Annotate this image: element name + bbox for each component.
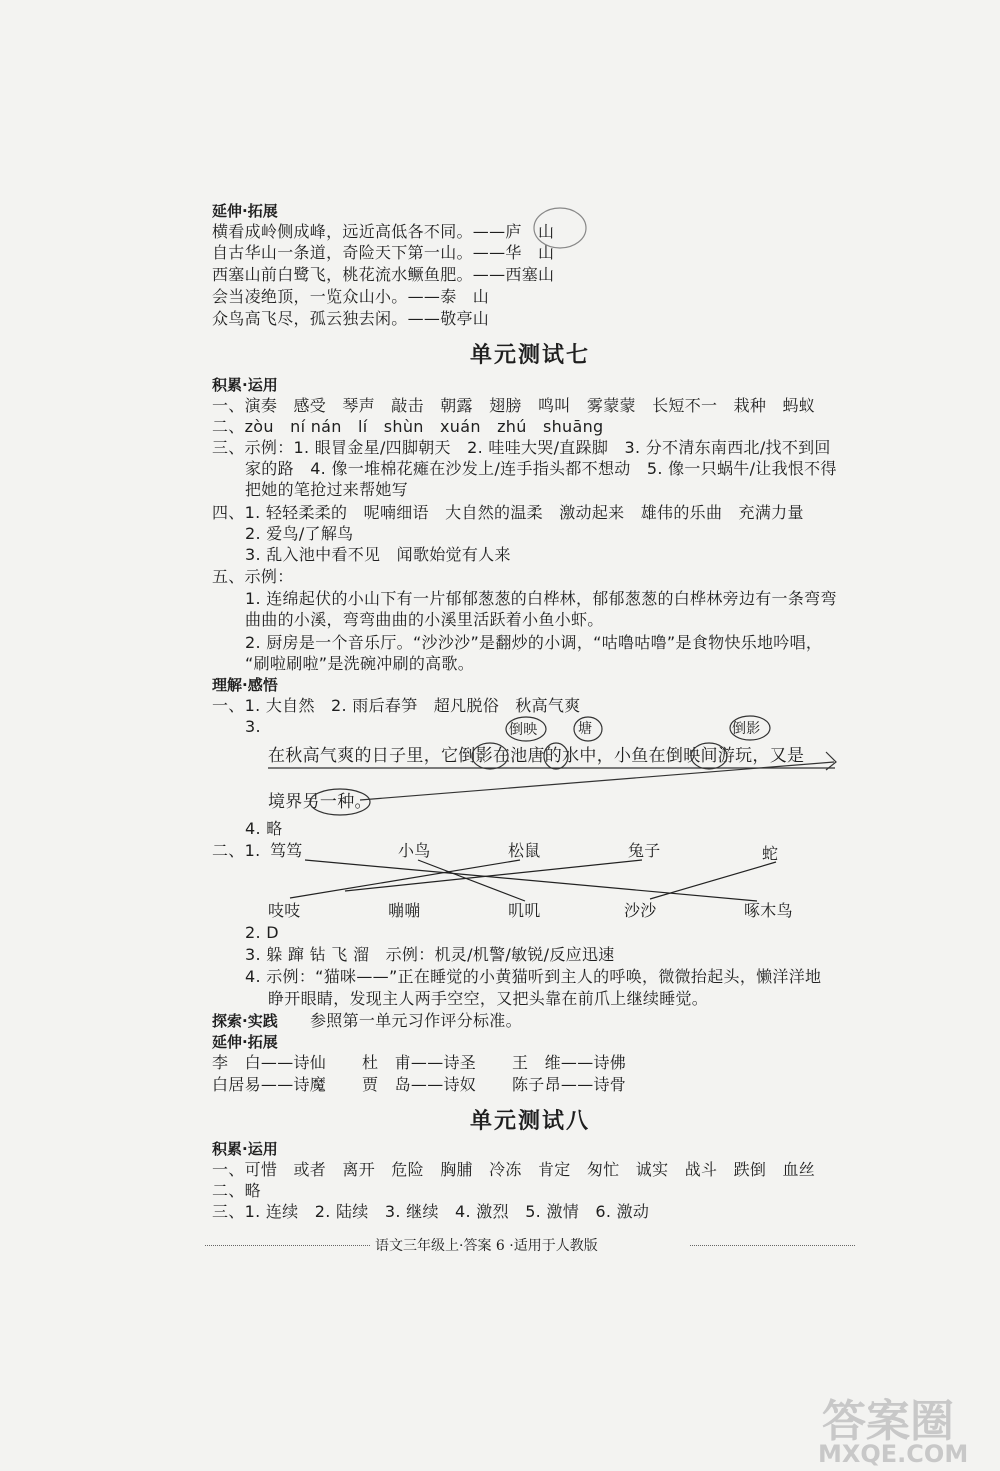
match-line <box>305 860 757 901</box>
poem-line: 横看成岭侧成峰，远近高低各不同。——庐 山 <box>212 222 555 241</box>
section-heading-accumulate: 积累·运用 <box>212 376 278 394</box>
section-heading-understand: 理解·感悟 <box>212 676 278 694</box>
section-heading-extension: 延伸·拓展 <box>212 202 278 220</box>
edit-sentence-1: 在秋高气爽的日子里，它倒影在池唐的水中，小鱼在倒映间游玩，又是 <box>268 746 805 766</box>
match-top-item: 笃笃 <box>270 841 303 860</box>
section-heading-accumulate-8: 积累·运用 <box>212 1140 278 1158</box>
poet-pair: 王 维——诗佛 <box>512 1053 627 1072</box>
edit-mark-1: 倒映 <box>509 722 538 738</box>
unit-title-7: 单元测试七 <box>470 343 591 368</box>
poem-line: 西塞山前白鹭飞，桃花流水鳜鱼肥。——西塞山 <box>212 265 555 284</box>
watermark-logo: 答案圈 <box>822 1396 954 1447</box>
answer-r2-label: 二、1. <box>212 841 261 860</box>
unit-title-8: 单元测试八 <box>470 1109 591 1134</box>
section-heading-extension-2: 延伸·拓展 <box>212 1033 278 1051</box>
answer-q4-3: 3. 乱入池中看不见 闻歌始觉有人来 <box>245 545 511 564</box>
match-bottom-item: 叽叽 <box>508 901 541 920</box>
edit-mark-3: 倒影 <box>732 721 761 737</box>
match-bottom-item: 吱吱 <box>268 901 301 920</box>
poet-pair: 贾 岛——诗奴 <box>362 1075 477 1094</box>
answer-q4: 四、1. 轻轻柔柔的 呢喃细语 大自然的温柔 激动起来 雄伟的乐曲 充满力量 <box>212 503 804 522</box>
answer-r2-3: 3. 躲 蹿 钻 飞 溜 示例：机灵/机警/敏锐/反应迅速 <box>245 945 615 964</box>
poet-pair: 杜 甫——诗圣 <box>362 1053 477 1072</box>
answer-r2-2: 2. D <box>245 923 279 942</box>
answer-q5: 五、示例： <box>212 567 294 586</box>
match-bottom-item: 啄木鸟 <box>744 901 793 920</box>
match-line <box>418 860 525 901</box>
answer-q2-pinyin: 二、zòu ní nán lí shùn xuán zhú shuāng <box>212 417 604 436</box>
section-heading-explore: 探索·实践 <box>212 1012 278 1030</box>
footer-rule-left <box>205 1245 370 1246</box>
answer-q3: 三、示例：1. 眼冒金星/四脚朝天 2. 哇哇大哭/直跺脚 3. 分不清东南西北/找不到回 <box>212 438 831 457</box>
match-top-item: 兔子 <box>628 841 661 860</box>
answer-q5-1: 1. 连绵起伏的小山下有一片郁郁葱葱的白桦林，郁郁葱葱的白桦林旁边有一条弯弯 <box>245 589 837 608</box>
match-line <box>290 860 520 898</box>
answer-r2-4: 4. 示例：“猫咪——”正在睡觉的小黄猫听到主人的呼唤，微微抬起头，懒洋洋地 <box>245 967 822 986</box>
match-line <box>650 862 776 899</box>
poem-line: 自古华山一条道，奇险天下第一山。——华 山 <box>212 243 555 262</box>
edit-mark-2: 塘 <box>578 721 593 737</box>
poet-pair: 李 白——诗仙 <box>212 1053 327 1072</box>
answer-u8-q3: 三、1. 连续 2. 陆续 3. 继续 4. 激烈 5. 激情 6. 激动 <box>212 1202 650 1221</box>
poet-pair: 白居易——诗魔 <box>212 1075 327 1094</box>
explore-text: 参照第一单元习作评分标准。 <box>310 1011 522 1030</box>
answer-q5-2-cont: “刷啦刷啦”是洗碗冲刷的高歌。 <box>245 654 475 673</box>
match-top-item: 小鸟 <box>398 841 431 860</box>
answer-q5-1-cont: 曲曲的小溪，弯弯曲曲的小溪里活跃着小鱼小虾。 <box>245 610 604 629</box>
answer-r1-4: 4. 略 <box>245 819 283 838</box>
page-footer: 语文三年级上·答案 6 ·适用于人教版 <box>375 1238 598 1254</box>
watermark-url: MXQE.COM <box>818 1440 969 1468</box>
answer-q5-2: 2. 厨房是一个音乐厅。“沙沙沙”是翻炒的小调，“咕噜咕噜”是食物快乐地吟唱， <box>245 633 823 652</box>
answer-r1-3-label: 3. <box>245 717 261 736</box>
poem-line: 会当凌绝顶，一览众山小。——泰 山 <box>212 287 490 306</box>
answer-r2-4-cont: 睁开眼睛，发现主人两手空空，又把头靠在前爪上继续睡觉。 <box>268 989 709 1008</box>
answer-u8-q2: 二、略 <box>212 1181 261 1200</box>
poem-line: 众鸟高飞尽，孤云独去闲。——敬亭山 <box>212 309 490 328</box>
answer-q3-cont: 家的路 4. 像一堆棉花瘫在沙发上/连手指头都不想动 5. 像一只蜗牛/让我恨不得 <box>245 459 837 478</box>
answer-q3-cont: 把她的笔抢过来帮她写 <box>245 480 409 499</box>
answer-r1: 一、1. 大自然 2. 雨后春笋 超凡脱俗 秋高气爽 <box>212 696 581 715</box>
answer-q4-2: 2. 爱鸟/了解鸟 <box>245 524 354 543</box>
match-bottom-item: 嘣嘣 <box>388 901 421 920</box>
answer-u8-q1: 一、可惜 或者 离开 危险 胸脯 冷冻 肯定 匆忙 诚实 战斗 跌倒 血丝 <box>212 1160 816 1179</box>
match-top-item: 蛇 <box>762 844 779 863</box>
answer-q1: 一、演奏 感受 琴声 敲击 朝露 翅膀 鸣叫 雾蒙蒙 长短不一 栽种 蚂蚁 <box>212 396 816 415</box>
footer-rule-right <box>690 1245 855 1246</box>
match-bottom-item: 沙沙 <box>624 901 657 920</box>
edit-sentence-2: 境界另一种。 <box>268 792 372 812</box>
poet-pair: 陈子昂——诗骨 <box>512 1075 627 1094</box>
match-top-item: 松鼠 <box>508 841 541 860</box>
